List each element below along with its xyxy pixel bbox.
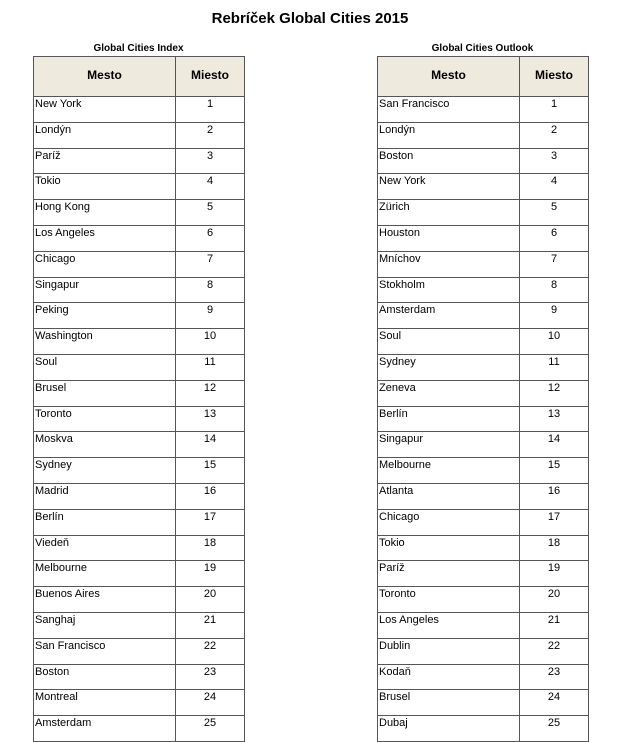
- rank-cell: 6: [176, 225, 245, 251]
- city-cell: Zeneva: [378, 380, 520, 406]
- city-cell: Toronto: [378, 587, 520, 613]
- rank-cell: 24: [176, 690, 245, 716]
- city-cell: Singapur: [378, 432, 520, 458]
- city-cell: Stokholm: [378, 277, 520, 303]
- column-header-rank: Miesto: [176, 57, 245, 97]
- rank-cell: 8: [520, 277, 589, 303]
- rank-cell: 15: [176, 458, 245, 484]
- table-row: [378, 354, 589, 380]
- rank-cell: 13: [176, 406, 245, 432]
- rank-cell: 24: [520, 690, 589, 716]
- table-row: [378, 561, 589, 587]
- global-cities-index-table: [33, 56, 245, 742]
- rank-cell: 5: [520, 200, 589, 226]
- city-cell: San Francisco: [378, 97, 520, 123]
- table-row: [34, 587, 245, 613]
- table-row: [34, 225, 245, 251]
- table-row: [378, 612, 589, 638]
- city-cell: Chicago: [34, 251, 176, 277]
- rank-cell: 10: [520, 329, 589, 355]
- city-cell: San Francisco: [34, 638, 176, 664]
- table-row: [378, 638, 589, 664]
- table-row: [378, 380, 589, 406]
- rank-cell: 2: [520, 122, 589, 148]
- city-cell: Boston: [34, 664, 176, 690]
- city-cell: Atlanta: [378, 483, 520, 509]
- table-row: [378, 458, 589, 484]
- table-row: [34, 97, 245, 123]
- city-cell: Paríž: [34, 148, 176, 174]
- city-cell: Mníchov: [378, 251, 520, 277]
- table-row: [34, 354, 245, 380]
- table-row: [34, 277, 245, 303]
- table-row: [34, 380, 245, 406]
- rank-cell: 4: [176, 174, 245, 200]
- city-cell: Madrid: [34, 483, 176, 509]
- table-row: [34, 483, 245, 509]
- table-row: [34, 303, 245, 329]
- city-cell: Los Angeles: [34, 225, 176, 251]
- table-row: [34, 122, 245, 148]
- rank-cell: 3: [176, 148, 245, 174]
- rank-cell: 8: [176, 277, 245, 303]
- global-cities-outlook-section: [377, 42, 588, 742]
- column-header-city: Mesto: [378, 57, 520, 97]
- rank-cell: 11: [176, 354, 245, 380]
- city-cell: Moskva: [34, 432, 176, 458]
- column-header-rank: Miesto: [520, 57, 589, 97]
- table-row: [34, 148, 245, 174]
- table-row: [378, 97, 589, 123]
- city-cell: Dubaj: [378, 716, 520, 742]
- city-cell: Brusel: [378, 690, 520, 716]
- city-cell: Londýn: [378, 122, 520, 148]
- rank-cell: 10: [176, 329, 245, 355]
- table-row: [34, 690, 245, 716]
- table-row: [34, 329, 245, 355]
- city-cell: Hong Kong: [34, 200, 176, 226]
- rank-cell: 23: [176, 664, 245, 690]
- city-cell: Toronto: [34, 406, 176, 432]
- table-header-row: [378, 57, 589, 97]
- page-title: Rebríček Global Cities 2015: [211, 10, 409, 27]
- city-cell: Houston: [378, 225, 520, 251]
- table-row: [378, 329, 589, 355]
- rank-cell: 25: [520, 716, 589, 742]
- rank-cell: 23: [520, 664, 589, 690]
- rank-cell: 1: [520, 97, 589, 123]
- city-cell: Chicago: [378, 509, 520, 535]
- city-cell: Tokio: [34, 174, 176, 200]
- city-cell: Soul: [378, 329, 520, 355]
- rank-cell: 22: [176, 638, 245, 664]
- city-cell: Buenos Aires: [34, 587, 176, 613]
- rank-cell: 25: [176, 716, 245, 742]
- global-cities-index-section: [33, 42, 244, 742]
- table-row: [378, 225, 589, 251]
- table-row: [378, 122, 589, 148]
- rank-cell: 4: [520, 174, 589, 200]
- city-cell: Londýn: [34, 122, 176, 148]
- table-row: [378, 509, 589, 535]
- city-cell: Melbourne: [34, 561, 176, 587]
- rank-cell: 21: [176, 612, 245, 638]
- city-cell: Los Angeles: [378, 612, 520, 638]
- table-row: [378, 535, 589, 561]
- rank-cell: 22: [520, 638, 589, 664]
- rank-cell: 13: [520, 406, 589, 432]
- city-cell: Amsterdam: [378, 303, 520, 329]
- table-header-row: [34, 57, 245, 97]
- city-cell: Paríž: [378, 561, 520, 587]
- city-cell: New York: [378, 174, 520, 200]
- table-row: [378, 148, 589, 174]
- city-cell: New York: [34, 97, 176, 123]
- city-cell: Kodaň: [378, 664, 520, 690]
- table-row: [34, 535, 245, 561]
- rank-cell: 9: [176, 303, 245, 329]
- table-caption: Global Cities Outlook: [431, 43, 534, 54]
- table-row: [378, 303, 589, 329]
- rank-cell: 9: [520, 303, 589, 329]
- rank-cell: 7: [176, 251, 245, 277]
- rank-cell: 14: [520, 432, 589, 458]
- city-cell: Melbourne: [378, 458, 520, 484]
- city-cell: Sydney: [378, 354, 520, 380]
- table-row: [34, 458, 245, 484]
- city-cell: Tokio: [378, 535, 520, 561]
- rank-cell: 16: [520, 483, 589, 509]
- table-caption: Global Cities Index: [93, 43, 184, 54]
- city-cell: Washington: [34, 329, 176, 355]
- rank-cell: 20: [520, 587, 589, 613]
- table-row: [378, 716, 589, 742]
- table-row: [378, 174, 589, 200]
- city-cell: Amsterdam: [34, 716, 176, 742]
- city-cell: Singapur: [34, 277, 176, 303]
- table-row: [34, 716, 245, 742]
- global-cities-outlook-table: [377, 56, 589, 742]
- rank-cell: 6: [520, 225, 589, 251]
- table-row: [378, 587, 589, 613]
- table-row: [34, 251, 245, 277]
- rank-cell: 3: [520, 148, 589, 174]
- rank-cell: 5: [176, 200, 245, 226]
- table-row: [34, 664, 245, 690]
- rank-cell: 7: [520, 251, 589, 277]
- rank-cell: 19: [520, 561, 589, 587]
- table-row: [34, 612, 245, 638]
- table-row: [378, 664, 589, 690]
- rank-cell: 17: [520, 509, 589, 535]
- table-row: [378, 432, 589, 458]
- city-cell: Soul: [34, 354, 176, 380]
- rank-cell: 2: [176, 122, 245, 148]
- table-row: [34, 174, 245, 200]
- rank-cell: 16: [176, 483, 245, 509]
- rank-cell: 21: [520, 612, 589, 638]
- table-body: [34, 97, 245, 742]
- table-row: [34, 432, 245, 458]
- table-row: [378, 200, 589, 226]
- rank-cell: 17: [176, 509, 245, 535]
- city-cell: Montreal: [34, 690, 176, 716]
- city-cell: Sanghaj: [34, 612, 176, 638]
- rank-cell: 18: [520, 535, 589, 561]
- table-row: [34, 509, 245, 535]
- rank-cell: 15: [520, 458, 589, 484]
- rank-cell: 1: [176, 97, 245, 123]
- rank-cell: 20: [176, 587, 245, 613]
- rank-cell: 12: [520, 380, 589, 406]
- table-row: [34, 406, 245, 432]
- rank-cell: 12: [176, 380, 245, 406]
- table-row: [34, 638, 245, 664]
- table-row: [34, 200, 245, 226]
- city-cell: Viedeň: [34, 535, 176, 561]
- city-cell: Berlín: [34, 509, 176, 535]
- rank-cell: 11: [520, 354, 589, 380]
- city-cell: Brusel: [34, 380, 176, 406]
- city-cell: Berlín: [378, 406, 520, 432]
- table-row: [34, 561, 245, 587]
- table-body: [378, 97, 589, 742]
- rank-cell: 14: [176, 432, 245, 458]
- city-cell: Sydney: [34, 458, 176, 484]
- rank-cell: 19: [176, 561, 245, 587]
- city-cell: Dublin: [378, 638, 520, 664]
- city-cell: Zürich: [378, 200, 520, 226]
- table-row: [378, 277, 589, 303]
- table-row: [378, 251, 589, 277]
- city-cell: Peking: [34, 303, 176, 329]
- rank-cell: 18: [176, 535, 245, 561]
- city-cell: Boston: [378, 148, 520, 174]
- table-row: [378, 483, 589, 509]
- table-row: [378, 690, 589, 716]
- table-row: [378, 406, 589, 432]
- column-header-city: Mesto: [34, 57, 176, 97]
